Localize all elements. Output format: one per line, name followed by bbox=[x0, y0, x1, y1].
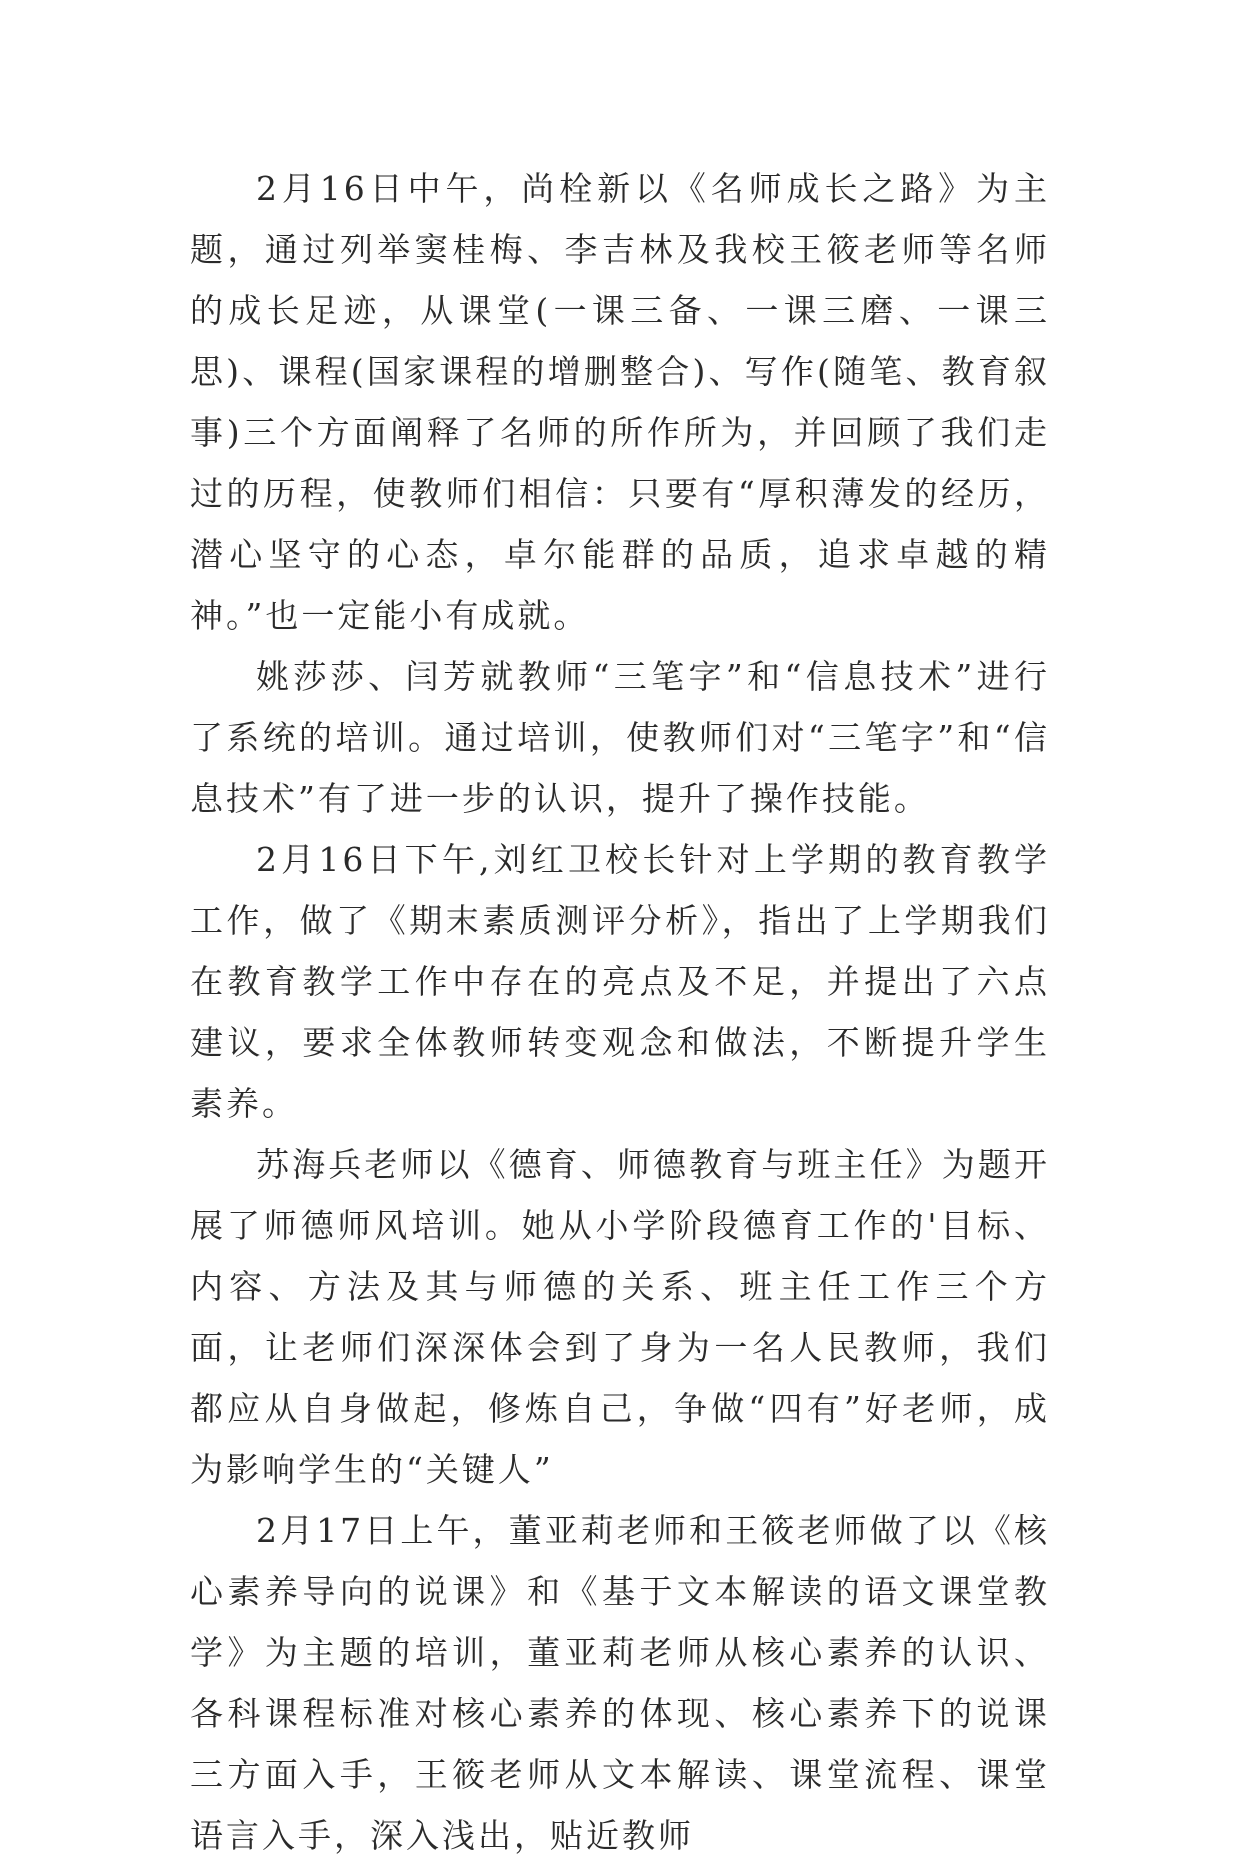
paragraph-training-master-teacher: 2月16日中午，尚栓新以《名师成长之路》为主题，通过列举窦桂梅、李吉林及我校王筱老师等名师的成长足迹，从课堂(一课三备、一课三磨、一课三思)、课程(国家课程的增删整合)、写作(随笔、教育叙事)三个方面阐释了名师的所作所为，并回顾了我们走过的历程，使教师们相信：只要有“厚积薄发的经历，潜心坚守的心态，卓尔能群的品质，追求卓越的精神。”也一定能小有成就。 bbox=[190, 169, 1050, 635]
paragraph-moral-education: 苏海兵老师以《德育、师德教育与班主任》为题开展了师德师风培训。她从小学阶段德育工作的'目标、内容、方法及其与师德的关系、班主任工作三个方面，让老师们深深体会到了身为一名人民教师，我们都应从自身做起，修炼自己，争做“四有”好老师，成为影响学生的“关键人” bbox=[190, 1145, 1050, 1489]
document-body bbox=[190, 158, 1050, 1866]
paragraph-training-skills: 姚莎莎、闫芳就教师“三笔字”和“信息技术”进行了系统的培训。通过培训，使教师们对“三笔字”和“信息技术”有了进一步的认识，提升了操作技能。 bbox=[190, 657, 1050, 818]
paragraph-exam-analysis: 2月16日下午,刘红卫校长针对上学期的教育教学工作，做了《期末素质测评分析》，指出了上学期我们在教育教学工作中存在的亮点及不足，并提出了六点建议，要求全体教师转变观念和做法，不断提升学生素养。 bbox=[190, 840, 1050, 1123]
paragraph-core-literacy: 2月17日上午，董亚莉老师和王筱老师做了以《核心素养导向的说课》和《基于文本解读的语文课堂教学》为主题的培训，董亚莉老师从核心素养的认识、各科课程标准对核心素养的体现、核心素养下的说课三方面入手，王筱老师从文本解读、课堂流程、课堂语言入手，深入浅出，贴近教师 bbox=[190, 1511, 1050, 1855]
